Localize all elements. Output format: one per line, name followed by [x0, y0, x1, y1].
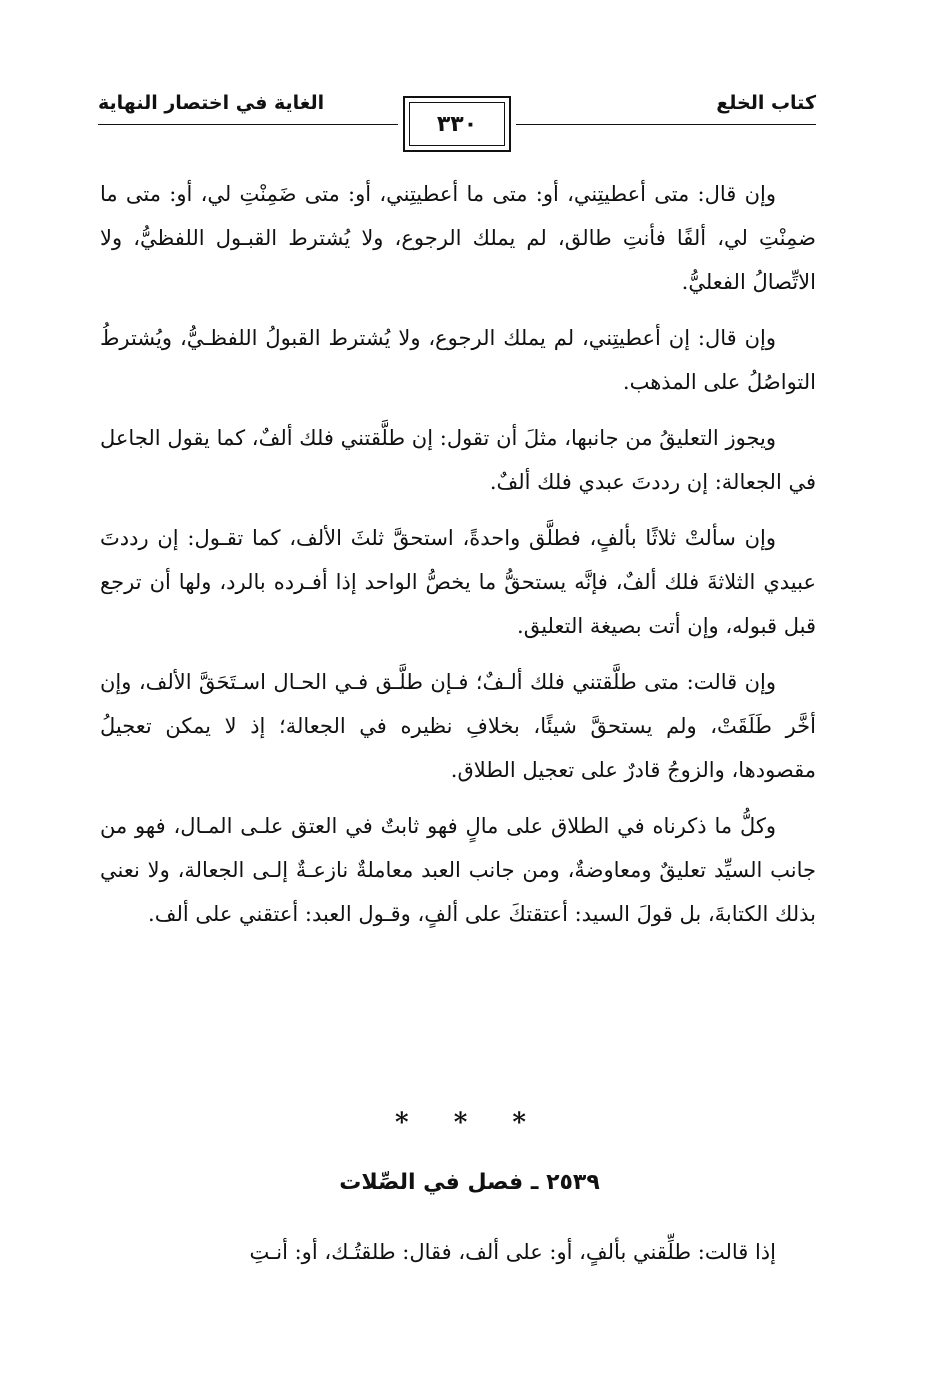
paragraph: وإن قال: إن أعطيتِني، لم يملك الرجوع، ولا يُشترط القبولُ اللفظـيُّ، ويُشترطُ التواصُلُ على المذهب. — [100, 326, 816, 394]
header-book-title: كتاب الخلع — [716, 92, 816, 114]
page-number-box — [403, 96, 511, 152]
header-rule-right — [516, 124, 816, 125]
section-separator: * * * — [395, 1108, 544, 1138]
header-work-title: الغاية في اختصار النهاية — [98, 92, 325, 114]
header-rule-left — [98, 124, 398, 125]
body-text — [100, 172, 816, 948]
section-heading: ٢٥٣٩ ـ فصل في الصِّلات — [339, 1170, 600, 1195]
paragraph: ويجوز التعليقُ من جانبها، مثلَ أن تقول: إن طلَّقتني فلك ألفٌ، كما يقول الجاعل في الجعالة: إن رددتَ عبدي فلك ألفٌ. — [100, 426, 816, 494]
paragraph: وإن سألتْ ثلاثًا بألفٍ، فطلَّق واحدةً، استحقَّ ثلثَ الألف، كما تقـول: إن رددتَ عبيدي الثلاثةَ فلك ألفٌ، فإنَّه يستحقُّ ما يخصُّ الواحد إذا أفـرده بالرد، ولها أن ترجع قبل قبوله، وإن أتت بصيغة التعليق. — [100, 526, 816, 638]
page-number: ٣٣٠ — [436, 111, 478, 137]
paragraph: وإن قالت: متى طلَّقتني فلك ألـفٌ؛ فـإن طلَّـق فـي الحـال اسـتَحَقَّ الألف، وإن أخَّر طَلَقَتْ، ولم يستحقَّ شيئًا، بخلافِ نظيره في الجعالة؛ إذ لا يمكن تعجيلُ مقصودها، والزوجُ قادرٌ على تعجيل الطلاق. — [100, 670, 816, 782]
paragraph: وإن قال: متى أعطيتِني، أو: متى ما أعطيتِني، أو: متى ضَمِنْتِ لي، أو: متى ما ضمِنْتِ لي، ألفًا فأنتِ طالق، لم يملك الرجوع، ولا يُشترط القبـول اللفظيُّ، ولا الاتِّصالُ الفعليُّ. — [100, 182, 816, 294]
section-first-line: إذا قالت: طلِّقني بألفٍ، أو: على ألف، فقال: طلقتُـك، أو: أنـتِ — [249, 1240, 776, 1264]
paragraph: وكلُّ ما ذكرناه في الطلاق على مالٍ فهو ثابتٌ في العتق علـى المـال، فهو من جانب السيِّد تعليقٌ ومعاوضةٌ، ومن جانب العبد معاملةٌ نازعـةٌ إلـى الجعالة، ولا نعني بذلك الكتابةَ، بل قولَ السيد: أعتقتكَ على ألفٍ، وقـول العبد: أعتقني على ألف. — [100, 814, 816, 926]
